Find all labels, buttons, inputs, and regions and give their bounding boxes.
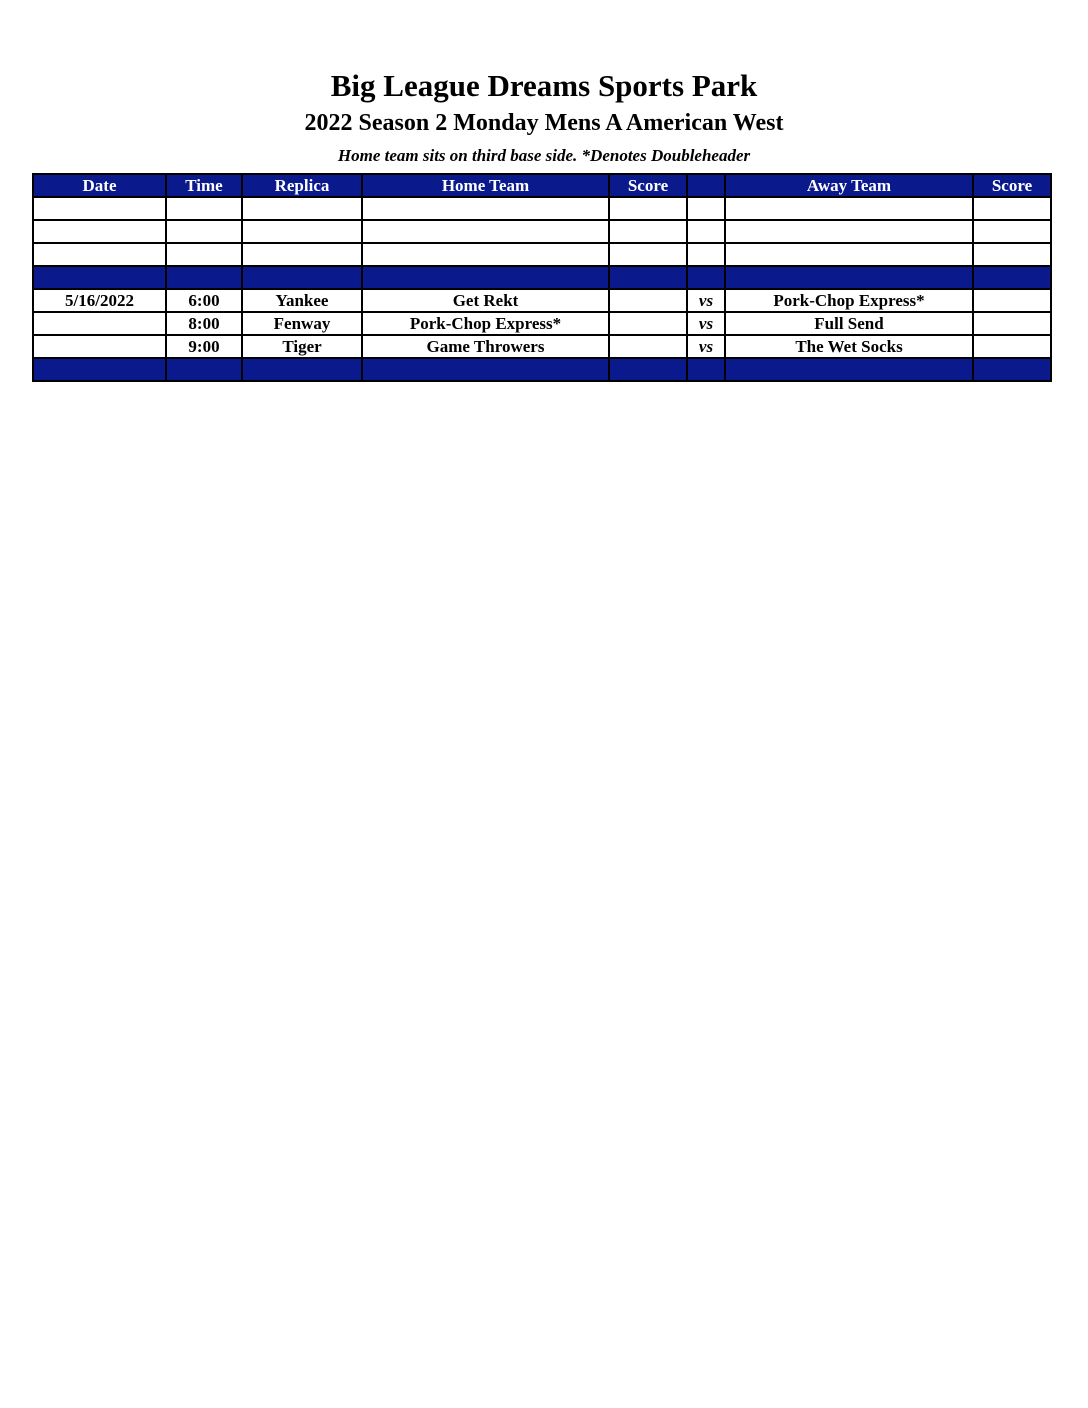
- game-time: 6:00: [166, 289, 242, 312]
- game-row: [33, 312, 1051, 335]
- column-header-away-team: Away Team: [725, 174, 973, 197]
- separator-cell: [33, 266, 166, 289]
- table-cell: [973, 220, 1051, 243]
- table-cell: [609, 243, 687, 266]
- away-score: [973, 289, 1051, 312]
- table-cell: [725, 197, 973, 220]
- separator-cell: [725, 358, 973, 381]
- column-header-home-team: Home Team: [362, 174, 609, 197]
- table-cell: [609, 197, 687, 220]
- schedule-subtitle: 2022 Season 2 Monday Mens A American West: [304, 110, 784, 136]
- column-header-home-score: Score: [609, 174, 687, 197]
- separator-cell: [166, 266, 242, 289]
- game-date: [33, 335, 166, 358]
- column-header-vs: [687, 174, 725, 197]
- table-cell: [725, 220, 973, 243]
- table-cell: [687, 220, 725, 243]
- separator-band: [33, 358, 1051, 381]
- table-cell: [33, 243, 166, 266]
- separator-cell: [242, 358, 362, 381]
- empty-row: [33, 197, 1051, 220]
- page-title: Big League Dreams Sports Park: [330, 68, 758, 103]
- separator-cell: [609, 358, 687, 381]
- column-header-time: Time: [166, 174, 242, 197]
- header-row: [33, 174, 1051, 197]
- game-date: 5/16/2022: [33, 289, 166, 312]
- table-cell: [166, 220, 242, 243]
- separator-cell: [242, 266, 362, 289]
- separator-cell: [973, 358, 1051, 381]
- separator-cell: [973, 266, 1051, 289]
- table-cell: [166, 243, 242, 266]
- away-team: Pork-Chop Express*: [725, 289, 973, 312]
- game-row: [33, 335, 1051, 358]
- table-cell: [242, 220, 362, 243]
- separator-cell: [166, 358, 242, 381]
- schedule-table: [32, 173, 1052, 382]
- game-replica-field: Tiger: [242, 335, 362, 358]
- game-time: 8:00: [166, 312, 242, 335]
- versus-label: vs: [687, 335, 725, 358]
- separator-cell: [362, 266, 609, 289]
- table-cell: [973, 243, 1051, 266]
- separator-cell: [362, 358, 609, 381]
- away-score: [973, 312, 1051, 335]
- column-header-replica: Replica: [242, 174, 362, 197]
- home-score: [609, 335, 687, 358]
- table-cell: [362, 220, 609, 243]
- table-cell: [687, 197, 725, 220]
- home-team: Pork-Chop Express*: [362, 312, 609, 335]
- table-cell: [609, 220, 687, 243]
- versus-label: vs: [687, 289, 725, 312]
- home-team: Get Rekt: [362, 289, 609, 312]
- game-replica-field: Yankee: [242, 289, 362, 312]
- table-cell: [973, 197, 1051, 220]
- separator-cell: [687, 358, 725, 381]
- schedule-note: Home team sits on third base side. *Denotes Doubleheader: [337, 146, 751, 165]
- table-cell: [362, 243, 609, 266]
- versus-label: vs: [687, 312, 725, 335]
- game-row: [33, 289, 1051, 312]
- empty-row: [33, 220, 1051, 243]
- column-header-away-score: Score: [973, 174, 1051, 197]
- table-cell: [166, 197, 242, 220]
- empty-row: [33, 243, 1051, 266]
- separator-cell: [609, 266, 687, 289]
- table-cell: [242, 243, 362, 266]
- separator-cell: [687, 266, 725, 289]
- home-team: Game Throwers: [362, 335, 609, 358]
- separator-cell: [725, 266, 973, 289]
- table-cell: [687, 243, 725, 266]
- table-cell: [33, 220, 166, 243]
- home-score: [609, 312, 687, 335]
- home-score: [609, 289, 687, 312]
- game-time: 9:00: [166, 335, 242, 358]
- separator-cell: [33, 358, 166, 381]
- away-team: The Wet Socks: [725, 335, 973, 358]
- game-date: [33, 312, 166, 335]
- table-cell: [33, 197, 166, 220]
- separator-band: [33, 266, 1051, 289]
- table-cell: [242, 197, 362, 220]
- table-cell: [362, 197, 609, 220]
- table-cell: [725, 243, 973, 266]
- column-header-date: Date: [33, 174, 166, 197]
- game-replica-field: Fenway: [242, 312, 362, 335]
- away-score: [973, 335, 1051, 358]
- away-team: Full Send: [725, 312, 973, 335]
